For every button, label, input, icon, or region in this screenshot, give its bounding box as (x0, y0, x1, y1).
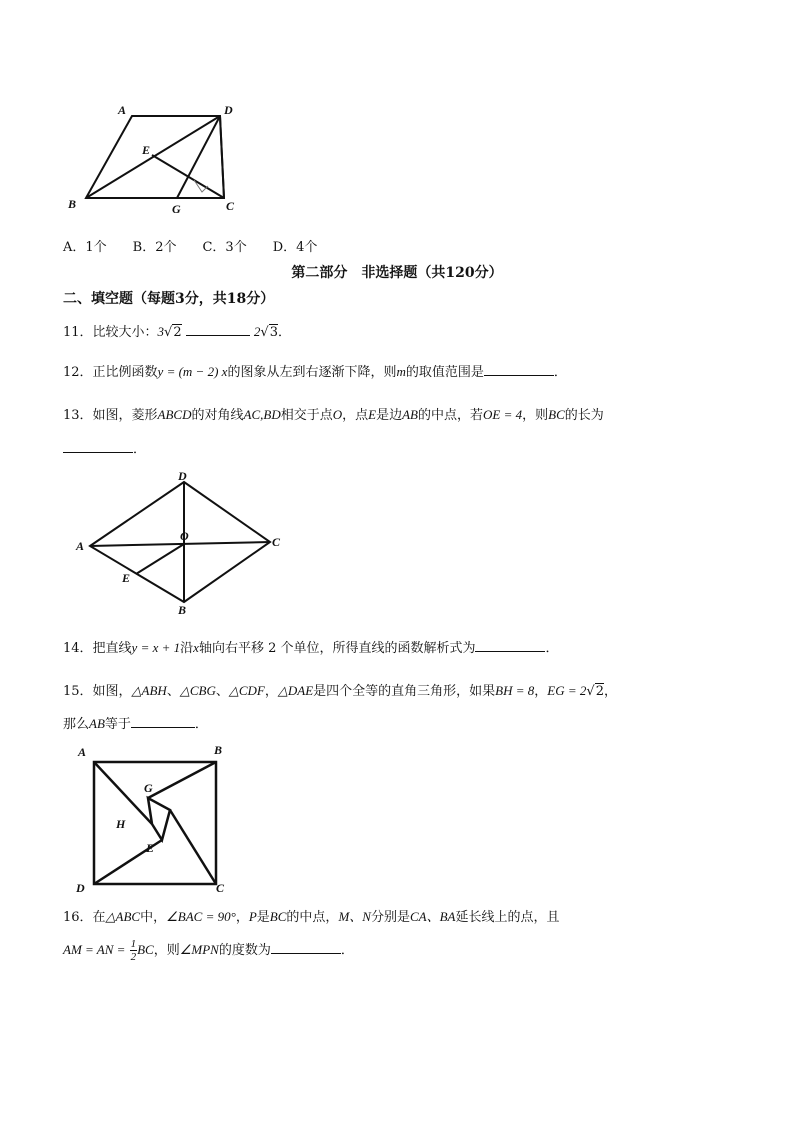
label-a: A (118, 103, 127, 117)
question-15-line2: 那么AB等于 ． (63, 716, 208, 732)
square-figure (72, 740, 242, 895)
answer-blank-14[interactable] (475, 638, 545, 652)
label-e: E (146, 841, 155, 855)
label-c: C (226, 199, 235, 213)
question-16-line2: AM = AN = $\frac{1}{2}$ BC，则∠MPN的度数为 ． (63, 938, 354, 963)
segment-oe (136, 544, 184, 574)
label-c: C (272, 535, 281, 549)
label-o: O (180, 529, 189, 543)
answer-blank-12[interactable] (484, 362, 554, 376)
label-a: A (76, 539, 85, 553)
q10-options: A．1个 B．2个 C．3个 D．4个 (63, 240, 318, 255)
label-a: A (78, 745, 87, 759)
label-d: D (76, 881, 85, 895)
question-13: 13．如图，菱形ABCD的对角线AC,BD相交于点O，点E是边AB的中点，若OE = 4，则BC的长为 (63, 407, 604, 423)
label-e: E (122, 571, 131, 585)
fraction-one-half: $\frac{1}{2}$ (130, 938, 137, 963)
segment-bg (148, 762, 216, 798)
parallelogram-figure (62, 100, 252, 225)
inner-quadrilateral (148, 798, 170, 840)
section-heading: 二、填空题（每题3分，共18分） (63, 291, 275, 307)
label-e: E (142, 143, 151, 157)
question-15: 15．如图，△ABH、△CBG、△CDF，△DAE是四个全等的直角三角形，如果BH = 8，EG = 2√2， (63, 683, 617, 699)
diagonal-bd (86, 116, 220, 198)
label-c: C (216, 881, 225, 895)
segment-cf (170, 810, 216, 884)
label-h: H (116, 817, 126, 831)
label-b: B (178, 603, 187, 617)
label-b: B (68, 197, 77, 211)
answer-blank-15[interactable] (131, 714, 195, 728)
answer-blank-13[interactable] (63, 439, 133, 453)
rhombus-figure (66, 468, 296, 618)
question-11: 11．比较大小：3√2 2√3． (63, 324, 291, 340)
label-g: G (144, 781, 153, 795)
part-heading: 第二部分 非选择题（共120分） (291, 265, 503, 281)
question-13-line2: ． (63, 438, 146, 457)
label-d: D (224, 103, 233, 117)
answer-blank-16[interactable] (271, 940, 341, 954)
question-16: 16．在△ABC中，∠BAC = 90°，P是BC的中点，M、N分别是CA、BA延长线上的点，且 (63, 909, 560, 925)
question-12: 12．正比例函数y = (m − 2) x的图象从左到右逐渐下降，则m的取值范围是 ． (63, 364, 567, 380)
answer-blank-11[interactable] (186, 322, 250, 336)
label-g: G (172, 202, 181, 216)
question-14: 14．把直线y = x + 1沿x轴向右平移 2 个单位，所得直线的函数解析式为 ． (63, 640, 559, 656)
label-d: D (178, 469, 187, 483)
label-b: B (214, 743, 223, 757)
